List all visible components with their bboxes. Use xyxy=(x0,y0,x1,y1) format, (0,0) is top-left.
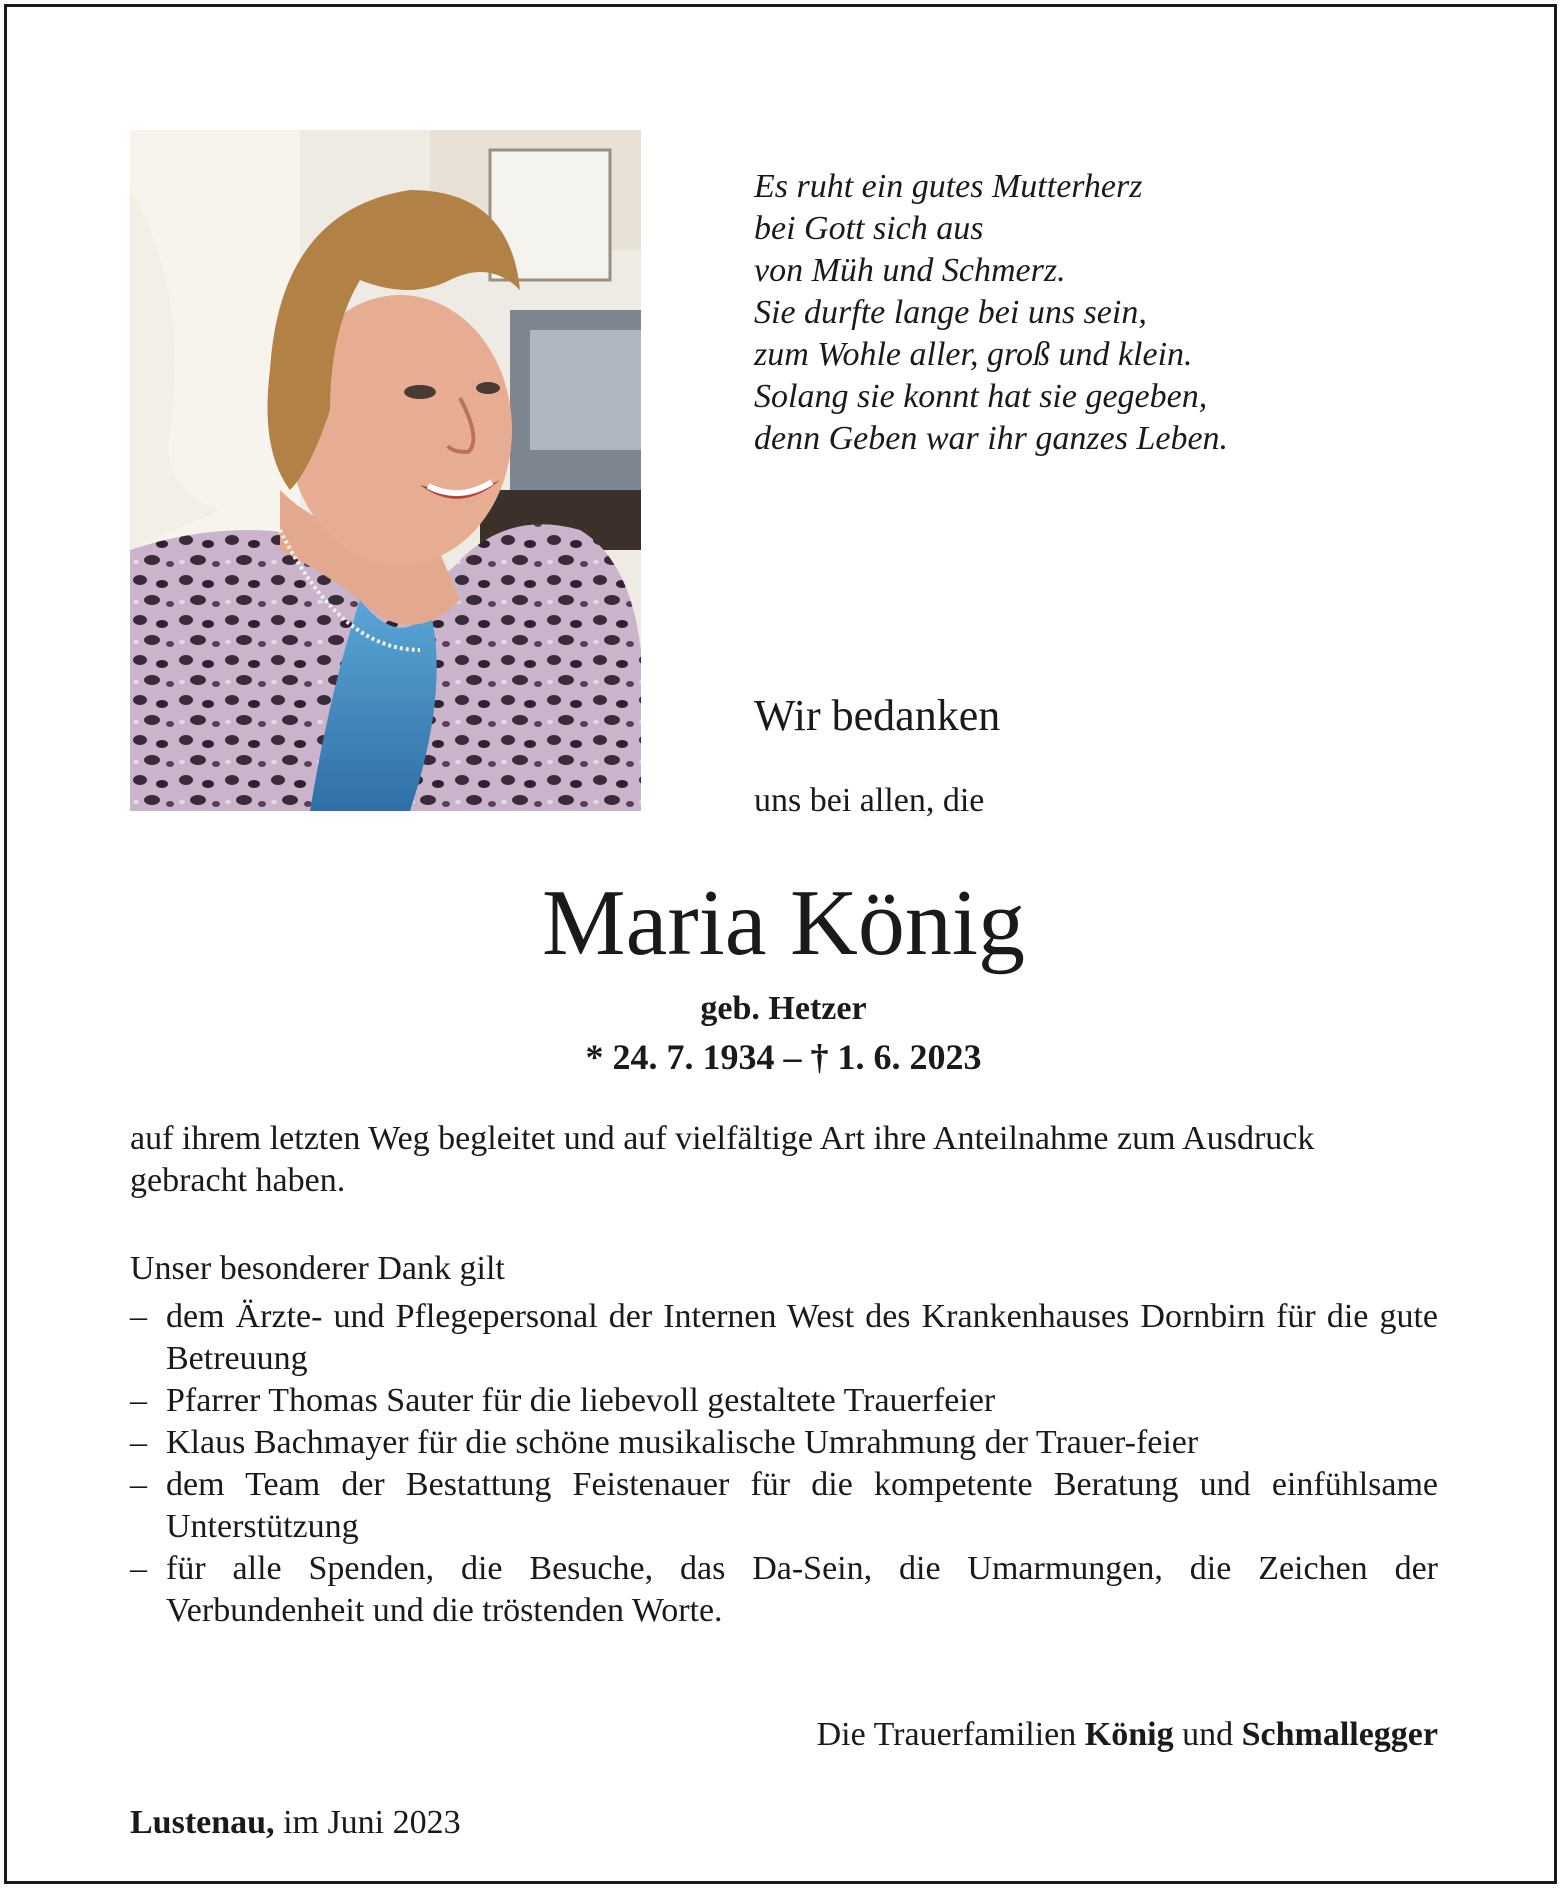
thanks-subline: uns bei allen, die xyxy=(754,782,985,819)
dash-marker: – xyxy=(130,1382,147,1419)
poem-line: Solang sie konnt hat sie gegeben, xyxy=(754,378,1208,415)
portrait-photo xyxy=(130,130,641,811)
family-name-schmallegger: Schmallegger xyxy=(1241,1716,1438,1753)
poem-line: Sie durfte lange bei uns sein, xyxy=(754,294,1147,331)
life-dates: * 24. 7. 1934 – † 1. 6. 2023 xyxy=(585,1037,982,1077)
list-item xyxy=(130,1296,1438,1380)
family-signature xyxy=(817,1716,1438,1754)
poem-line: denn Geben war ihr ganzes Leben. xyxy=(754,420,1229,457)
list-item xyxy=(130,1422,1438,1464)
deceased-name: Maria König xyxy=(542,871,1025,975)
maiden-name: geb. Hetzer xyxy=(700,990,867,1027)
signature-prefix: Die Trauerfamilien xyxy=(816,1716,1077,1753)
thanks-list xyxy=(130,1296,1438,1632)
thanks-heading: Wir bedanken xyxy=(754,691,1001,740)
poem xyxy=(754,166,1474,460)
place-date-text: im Juni 2023 xyxy=(283,1804,461,1841)
signature-connector: und xyxy=(1182,1716,1234,1753)
portrait-illustration xyxy=(130,130,641,811)
poem-line: Es ruht ein gutes Mutterherz xyxy=(754,168,1143,205)
list-item-text: dem Team der Bestattung Feistenauer für die kompetente Beratung und einfühlsame Unterstützung xyxy=(166,1466,1438,1545)
poem-line: von Müh und Schmerz. xyxy=(754,252,1066,289)
list-item-text: dem Ärzte- und Pflegepersonal der Internen West des Krankenhauses Dornbirn für die gute Betreuung xyxy=(166,1298,1438,1377)
dash-marker: – xyxy=(130,1466,147,1503)
place-date xyxy=(130,1804,461,1842)
poem-line: bei Gott sich aus xyxy=(754,210,984,247)
poem-line: zum Wohle aller, groß und klein. xyxy=(754,336,1193,373)
dash-marker: – xyxy=(130,1298,147,1335)
list-item-text: für alle Spenden, die Besuche, das Da-Sein, die Umarmungen, die Zeichen der Verbundenheit und die tröstenden Worte. xyxy=(166,1550,1438,1629)
list-item xyxy=(130,1548,1438,1632)
family-name-koenig: König xyxy=(1084,1716,1174,1753)
dash-marker: – xyxy=(130,1550,147,1587)
list-item-text: Klaus Bachmayer für die schöne musikalische Umrahmung der Trauer-feier xyxy=(166,1424,1199,1461)
list-item xyxy=(130,1464,1438,1548)
dash-marker: – xyxy=(130,1424,147,1461)
special-thanks-intro: Unser besonderer Dank gilt xyxy=(130,1250,505,1287)
list-item xyxy=(130,1380,1438,1422)
body-paragraph: auf ihrem letzten Weg begleitet und auf vielfältige Art ihre Anteilnahme zum Ausdruck gebracht haben. xyxy=(130,1120,1315,1199)
list-item-text: Pfarrer Thomas Sauter für die liebevoll gestaltete Trauerfeier xyxy=(166,1382,996,1419)
place-city: Lustenau, xyxy=(130,1804,275,1841)
